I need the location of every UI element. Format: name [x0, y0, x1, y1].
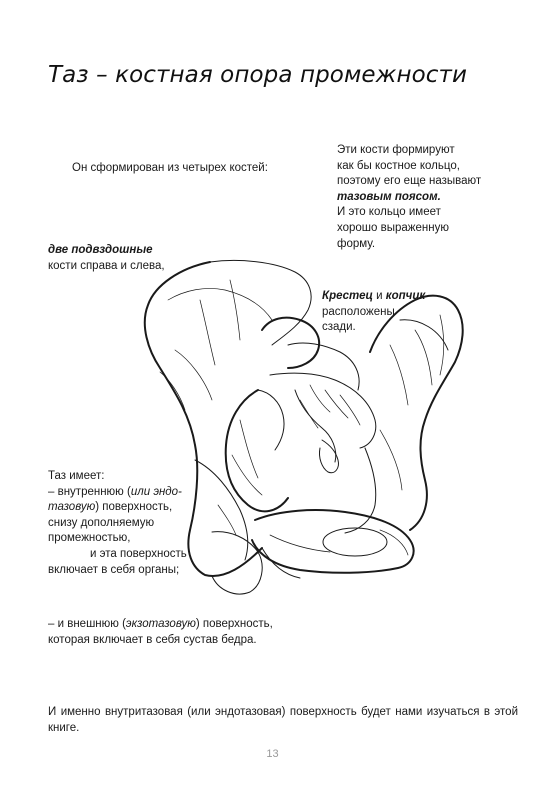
- outer-surface-label: – и внешнюю (: [48, 618, 126, 630]
- iliac-text: [48, 243, 165, 274]
- endo-term-cont: тазовую: [48, 501, 96, 514]
- sacrum-text: [322, 289, 425, 336]
- surface-word: ) поверхность,: [95, 501, 173, 514]
- right-text-line: как бы костное кольцо,: [337, 159, 460, 172]
- sacrum-line: расположены: [322, 305, 395, 318]
- coccyx-term: копчик: [385, 290, 426, 302]
- pelvis-line: промежностью,: [48, 532, 131, 545]
- inner-surface-label: – внутреннюю (: [48, 485, 131, 498]
- outer-surface-text: [48, 617, 273, 648]
- sacrum-conj: и: [372, 290, 386, 302]
- right-text-line: поэтому его еще называют: [337, 175, 482, 188]
- exo-term: экзотазовую: [125, 618, 196, 630]
- intro-text: Он сформирован из четырех костей:: [72, 162, 268, 174]
- pelvis-line: включает в себя органы;: [48, 563, 180, 576]
- footer-paragraph: И именно внутритазовая (или эндотазовая) поверхность будет нами изучаться в этой книге.: [48, 706, 518, 734]
- page-title: Таз – костная опора промежности: [48, 62, 468, 88]
- pelvis-surfaces-text: [48, 469, 187, 578]
- obturator-foramen: [323, 528, 387, 556]
- surface-word: ) поверхность,: [195, 618, 273, 630]
- right-text-line: И это кольцо имеет: [337, 206, 441, 219]
- pubic-symphysis: [252, 510, 414, 573]
- pelvis-line: и эта поверхность: [90, 547, 187, 560]
- sacrum-line: сзади.: [322, 321, 356, 334]
- page-number: 13: [266, 748, 279, 760]
- right-text-line: форму.: [337, 237, 376, 250]
- right-text-line: хорошо выраженную: [337, 221, 449, 234]
- pelvis-has-heading: Таз имеет:: [48, 470, 105, 482]
- right-text-line: Эти кости формируют: [337, 144, 455, 156]
- iliac-term: две подвздошные: [48, 244, 153, 256]
- endo-term: или эндо-: [130, 485, 182, 498]
- outer-line: которая включает в себя сустав бедра.: [48, 633, 257, 646]
- pelvic-inlet: [226, 390, 288, 511]
- sacrum-term: Крестец: [322, 290, 373, 302]
- pelvic-girdle-term: тазовым поясом.: [337, 190, 441, 203]
- iliac-desc: кости справа и слева,: [48, 259, 165, 272]
- right-text-block: [337, 143, 481, 252]
- pelvis-line: снизу дополняемую: [48, 516, 155, 529]
